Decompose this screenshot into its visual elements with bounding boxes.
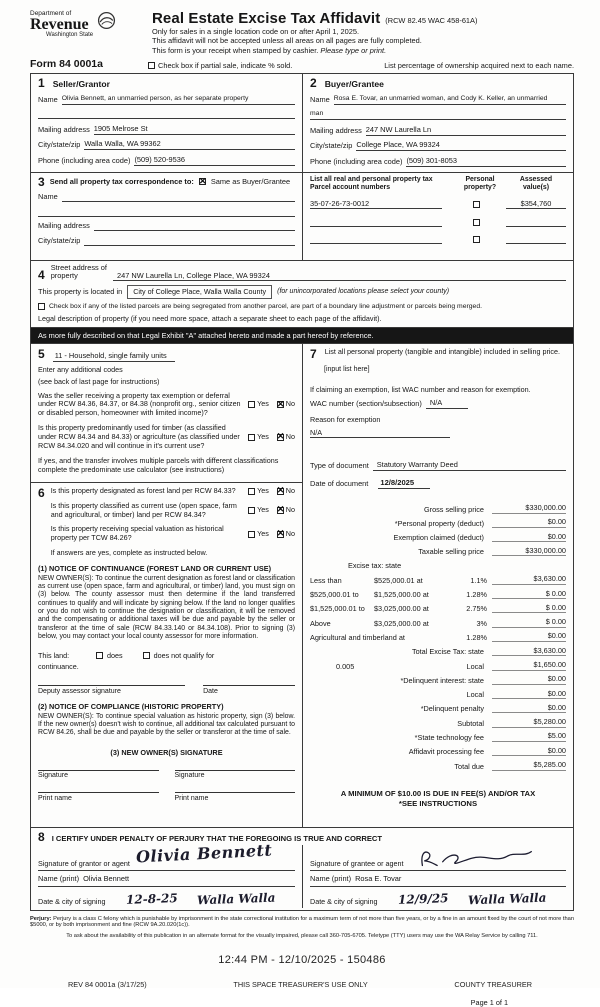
parcel-number-field[interactable]: 35-07-26-73-0012	[310, 199, 442, 209]
section-4-number: 4	[38, 267, 45, 282]
local-amount-field[interactable]: $1,650.00	[492, 660, 566, 671]
grantor-signature-block	[31, 839, 302, 908]
buyer-city-field[interactable]: College Place, WA 99324	[356, 140, 566, 151]
total-excise-state-label: Total Excise Tax: state	[411, 647, 484, 657]
total-due-field[interactable]: $5,285.00	[492, 760, 566, 771]
grantor-signature-script: Olivia Bennett	[135, 839, 273, 867]
gross-selling-price-field[interactable]: $330,000.00	[492, 503, 566, 514]
section-1-number: 1	[38, 76, 45, 91]
continuance-label: continuance.	[38, 662, 79, 672]
deputy-assessor-row	[38, 685, 295, 695]
grantee-date-city-row[interactable]	[310, 889, 566, 906]
correspondence-city-label: City/state/zip	[38, 235, 81, 245]
parcel-number-field[interactable]	[310, 234, 442, 244]
tier4-rate: 3%	[476, 618, 487, 628]
s5-q1-yes-checkbox[interactable]	[248, 401, 255, 408]
buyer-mailing-label: Mailing address	[310, 125, 362, 135]
tier1-range: $525,000.01 at	[374, 575, 423, 585]
certification-statement: I CERTIFY UNDER PENALTY OF PERJURY THAT THE FOREGOING IS TRUE AND CORRECT	[51, 833, 383, 843]
cashier-stamp: 12:44 PM - 12/10/2025 - 150486	[218, 954, 386, 967]
bottom-row	[30, 980, 574, 989]
personal-property-list-field[interactable]: [input list here]	[324, 365, 370, 373]
tier1-rate: 1.1%	[470, 575, 487, 585]
section-5	[31, 344, 302, 482]
tier2-rate: 1.28%	[466, 590, 487, 600]
no-label: No	[285, 431, 295, 441]
minimum-due-line1: A MINIMUM OF $10.00 IS DUE IN FEE(S) AND/OR TAX	[340, 788, 536, 798]
page-number: Page 1 of 1	[470, 998, 508, 1007]
s6-q1-no-checkbox[interactable]	[277, 488, 284, 495]
delinquent-interest-state-label: *Delinquent interest: state	[400, 675, 484, 685]
grantor-signature-line[interactable]	[38, 839, 295, 871]
grantor-date-script: 12-8-25	[125, 890, 178, 907]
buyer-phone-field[interactable]: (509) 301-8053	[406, 156, 566, 167]
if-yes-note: If answers are yes, complete as instructed below.	[50, 547, 208, 557]
excise-tax-state-header: Excise tax: state	[348, 561, 402, 571]
seller-name-field[interactable]: Olivia Bennett, an unmarried person, as her separate property	[62, 94, 295, 105]
parcel-assessed-value-field[interactable]	[506, 217, 566, 227]
minimum-due-note	[310, 789, 566, 809]
section-8-number: 8	[38, 829, 45, 844]
yes-label: Yes	[257, 399, 269, 409]
grantee-date-script: 12/9/25	[397, 890, 449, 907]
grantee-signature-label: Signature of grantee or agent	[310, 858, 404, 868]
tier3-range: $3,025,000.00 at	[374, 604, 429, 614]
parcel-row	[310, 234, 566, 244]
grantee-print-name-field[interactable]: Rosa E. Tovar	[355, 873, 402, 883]
street-address-label	[51, 264, 107, 281]
seller-city-field[interactable]: Walla Walla, WA 99362	[84, 139, 295, 150]
street-address-field[interactable]: 247 NW Laurella Ln, College Place, WA 99324	[113, 271, 566, 281]
no-label: No	[285, 528, 295, 538]
section-1-title: Seller/Grantor	[52, 79, 110, 90]
s6-q2-yes-checkbox[interactable]	[248, 507, 255, 514]
parcel-number-field[interactable]	[310, 217, 442, 227]
tier4-amount-field[interactable]: $ 0.00	[492, 617, 566, 628]
timber-agriculture-question	[38, 424, 295, 450]
parcel-row	[310, 199, 566, 209]
exemption-deferral-question	[38, 392, 295, 418]
gross-selling-price-label: Gross selling price	[423, 504, 484, 514]
deputy-date-label: Date	[203, 687, 218, 695]
delinquent-interest-state-field[interactable]: $0.00	[492, 674, 566, 685]
tier3-rate: 2.75%	[466, 604, 487, 614]
seller-mailing-field[interactable]: 1905 Melrose St	[94, 124, 295, 135]
partial-sale-checkbox[interactable]	[148, 62, 155, 69]
delinquent-interest-local-field[interactable]: $0.00	[492, 689, 566, 700]
grantee-signature-block	[302, 845, 573, 908]
signature-label: Signature	[38, 772, 68, 780]
signature-label: Signature	[174, 772, 205, 780]
timber-agriculture-question-text: Is this property predominantly used for timber (as classified under RCW 84.34 and 84.33) or agriculture (as classified under RCW 84.34.020 and will continue in it's current use?	[38, 422, 240, 450]
new-owners-signature-title: (3) NEW OWNER(S) SIGNATURE	[110, 747, 223, 757]
section-6-number: 6	[38, 485, 45, 500]
segregated-parcels-checkbox[interactable]	[38, 303, 45, 310]
tier2-amount-field[interactable]: $ 0.00	[492, 589, 566, 600]
section-2-buyer	[302, 74, 573, 172]
exemption-claimed-label: Exemption claimed (deduct)	[393, 533, 484, 543]
buyer-mailing-field[interactable]: 247 NW Laurella Ln	[366, 125, 566, 136]
grantor-city-script: Walla Walla	[197, 890, 276, 907]
additional-codes-note: (see back of last page for instructions)	[38, 376, 160, 386]
correspondence-mailing-label: Mailing address	[38, 221, 90, 231]
parcel-table	[302, 173, 573, 260]
legal-description-banner: As more fully described on that Legal Exhibit "A" attached hereto and made a part hereof by reference.	[31, 327, 573, 343]
buyer-city-label: City/state/zip	[310, 141, 353, 151]
parcel-assessed-value-field[interactable]	[506, 234, 566, 244]
seller-name-field-line2[interactable]	[38, 109, 295, 119]
reason-for-exemption-label: Reason for exemption	[310, 415, 381, 425]
section-7	[302, 344, 573, 827]
partial-sale-label: Check box if partial sale, indicate % sold.	[158, 61, 293, 71]
correspondence-city-field[interactable]	[84, 236, 295, 246]
property-located-note: (for unincorporated locations please select your county)	[277, 288, 450, 296]
tier3-prefix: $1,525,000.01 to	[310, 604, 365, 614]
notice-continuance-body: NEW OWNER(S): To continue the current designation as forest land or classification as current use (open space, farm and agricultural, or timber) land, you must sign on (3) below. The county assessor must then determine if the land transferred continues to qualify and will indicate by signing below. If the land no longer qualifies or you do not wish to continue the designation or classification, it will be removed and the compensating or additional taxes will be due and payable by the seller or transferor at the time of sale (RCW 84.33.140 or 84.34.108). Prior to signing (3) below, you may contact your local county assessor for more information.	[38, 574, 295, 640]
s6-q3-yes-checkbox[interactable]	[248, 531, 255, 538]
grantor-date-city-row[interactable]	[38, 889, 295, 906]
s5-q1-no-checkbox[interactable]	[277, 401, 284, 408]
grantee-city-script: Walla Walla	[467, 890, 547, 907]
section-3-number: 3	[38, 174, 45, 189]
section-3	[31, 172, 573, 260]
street-address-label-line2: property	[50, 271, 78, 281]
current-use-question-text: Is this property classified as current use (open space, farm and agricultural, or timber) land per RCW 84.34?	[50, 500, 237, 519]
yes-label: Yes	[257, 431, 269, 441]
header-note-3-text: This form is your receipt when stamped by cashier.	[152, 45, 321, 55]
form-number: Form 84 0001a	[30, 58, 103, 71]
property-location-select[interactable]: City of College Place, Walla Walla County	[127, 285, 272, 299]
tier3-amount-field[interactable]: $ 0.00	[492, 603, 566, 614]
sections-5-6-7	[31, 343, 573, 827]
new-owner-signature-line[interactable]	[38, 770, 159, 771]
form-body	[30, 73, 574, 910]
s5-q2-no-checkbox[interactable]	[277, 434, 284, 441]
forest-land-question-text: Is this property designated as forest land per RCW 84.33?	[50, 485, 236, 495]
historic-property-question	[51, 525, 295, 543]
land-does-checkbox[interactable]	[96, 652, 103, 659]
agricultural-timberland-label: Agricultural and timberland at	[310, 632, 405, 642]
seller-mailing-label: Mailing address	[38, 124, 90, 134]
buyer-name-field-line2[interactable]: man	[310, 109, 566, 120]
taxable-selling-price-field[interactable]: $330,000.00	[492, 546, 566, 557]
land-qualify-row	[38, 651, 295, 660]
delinquent-interest-local-label: Local	[466, 690, 484, 700]
grantor-print-name-label: Name (print)	[38, 873, 80, 883]
affidavit-processing-fee-label: Affidavit processing fee	[408, 747, 484, 757]
ownership-percentage-note: List percentage of ownership acquired next to each name.	[384, 61, 574, 71]
partial-sale-row	[148, 61, 292, 70]
parcel-header-col2-line2: property?	[463, 183, 497, 191]
tier4-prefix: Above	[310, 618, 331, 628]
street-address-label-line1: Street address of	[50, 262, 107, 272]
no-label: No	[285, 485, 295, 495]
same-as-buyer-checkbox[interactable]	[199, 178, 206, 185]
document-date-label: Date of document	[310, 479, 369, 489]
see-instructions-line: *SEE INSTRUCTIONS	[398, 798, 478, 808]
alternate-format-notice: To ask about the availability of this publication in an alternate format for the visually impaired, please call 360-705-6705. Teletype (TTY) users may use the WA Relay Service by calling 711.	[66, 933, 538, 940]
local-label: Local	[466, 661, 484, 671]
parcel-header-col3-line2: value(s)	[522, 183, 550, 191]
sections-1-2	[31, 74, 573, 172]
land-does-not-checkbox[interactable]	[143, 652, 150, 659]
perjury-text: Perjury is a class C felony which is punishable by imprisonment in the state correctional institution for a maximum term of not more than five years, or by a fine in an amount fixed by the court of not more than $5000, or by both imprisonment and fine (RCW 9A.20.020(1c)).	[30, 915, 574, 929]
print-name-label: Print name	[38, 794, 72, 802]
grantee-date-label: Date & city of signing	[310, 896, 378, 906]
parcel-row	[310, 217, 566, 227]
perjury-notice	[30, 916, 574, 930]
buyer-name-field[interactable]: Rosa E. Tovar, an unmarried woman, and Cody K. Keller, an unmarried	[334, 94, 566, 105]
wac-number-label: WAC number (section/subsection)	[310, 399, 422, 409]
agricultural-timberland-rate: 1.28%	[466, 632, 487, 642]
personal-property-label: List all personal property (tangible and intangible) included in selling price.	[324, 346, 561, 356]
notice-compliance-title: (2) NOTICE OF COMPLIANCE (HISTORIC PROPERTY)	[38, 701, 224, 711]
deputy-assessor-signature-line[interactable]	[38, 685, 185, 686]
section-6	[31, 482, 302, 827]
parcel-header-col2-line1: Personal	[465, 175, 495, 183]
parcel-header-col1-line1: List all real and personal property tax	[310, 175, 433, 183]
tier2-range: $1,525,000.00 at	[374, 590, 429, 600]
print-name-label: Print name	[174, 794, 209, 802]
header-note-2: This affidavit will not be accepted unless all areas on all pages are fully completed.	[152, 36, 422, 46]
exemption-deferral-question-text: Was the seller receiving a property tax exemption or deferral under RCW 84.36, 84.37, or 84.38 (nonprofit org., senior citizen or disabled person, homeowner with limited income)?	[38, 390, 241, 418]
buyer-name-label: Name	[310, 94, 330, 104]
subheader-row	[30, 58, 574, 70]
yes-label: Yes	[257, 505, 269, 515]
section-7-number: 7	[310, 346, 317, 361]
section-2-title: Buyer/Grantee	[324, 79, 384, 90]
historic-property-question-text: Is this property receiving special valuation as historical property per TCW 84.26?	[50, 524, 224, 543]
tier1-prefix: Less than	[310, 575, 342, 585]
property-located-label: This property is located in	[38, 287, 123, 297]
parcel-personal-checkbox[interactable]	[473, 201, 480, 208]
s5-q2-yes-checkbox[interactable]	[248, 434, 255, 441]
form-header	[30, 10, 574, 55]
parcel-personal-checkbox[interactable]	[473, 219, 480, 226]
seller-phone-label: Phone (including area code)	[38, 155, 131, 165]
land-does-not-label: does not qualify for	[153, 651, 215, 661]
yes-label: Yes	[257, 485, 269, 495]
exemption-instructions: If claiming an exemption, list WAC number and reason for exemption.	[310, 384, 531, 394]
no-label: No	[285, 399, 295, 409]
page-title: Real Estate Excise Tax Affidavit	[152, 10, 381, 27]
county-treasurer-label: COUNTY TREASURER	[454, 980, 532, 990]
exemption-claimed-field[interactable]: $0.00	[492, 532, 566, 543]
affidavit-processing-fee-field[interactable]: $0.00	[492, 746, 566, 757]
grantee-signature-line[interactable]	[310, 847, 566, 871]
seller-city-label: City/state/zip	[38, 140, 81, 150]
parcel-header-col3-line1: Assessed	[519, 175, 553, 183]
agency-state-label: Washington State	[46, 32, 94, 38]
s6-q3-no-checkbox[interactable]	[277, 531, 284, 538]
treasurer-space-label: THIS SPACE TREASURER'S USE ONLY	[233, 980, 368, 990]
delinquent-penalty-label: *Delinquent penalty	[420, 704, 484, 714]
deputy-assessor-label: Deputy assessor signature	[38, 687, 121, 695]
subtotal-field[interactable]: $5,280.00	[492, 717, 566, 728]
perjury-bold: Perjury:	[30, 915, 52, 922]
segregated-parcels-label: Check box if any of the listed parcels are being segregated from another parcel, are part of a boundary line adjustment or parcels being merged.	[49, 303, 482, 311]
forest-land-question	[51, 487, 295, 496]
dor-swirl-icon	[97, 11, 116, 30]
subtotal-label: Subtotal	[457, 718, 484, 728]
parcel-header-col1-line2: Parcel account numbers	[310, 183, 391, 191]
excise-tax-table	[310, 503, 566, 771]
parcel-assessed-value-field[interactable]: $354,760	[506, 199, 566, 209]
title-block	[148, 10, 574, 55]
state-technology-fee-field[interactable]: $5.00	[492, 731, 566, 742]
title-rcw-reference: (RCW 82.45 WAC 458-61A)	[385, 16, 478, 25]
section-5-number: 5	[38, 346, 45, 361]
tier1-amount-field[interactable]: $3,630.00	[492, 574, 566, 585]
header-note-1: Only for sales in a single location code on or after April 1, 2025.	[152, 27, 360, 36]
correspondence-name-field[interactable]	[62, 192, 295, 202]
agency-name-label: Revenue	[30, 16, 89, 33]
deputy-date-line[interactable]	[203, 685, 295, 686]
dor-logo-text	[30, 10, 93, 38]
grantee-signature-scribble	[410, 847, 540, 871]
same-as-buyer-label: Same as Buyer/Grantee	[210, 177, 291, 187]
current-use-question	[51, 502, 295, 520]
new-owner-print-name-row	[38, 792, 295, 802]
document-date-field[interactable]: 12/8/2025	[378, 478, 430, 489]
predominate-use-note: If yes, and the transfer involves multiple parcels with different classifications complete the predominate use calculator (see instructions)	[38, 456, 279, 475]
land-use-code-field[interactable]: 11 - Household, single family units	[53, 351, 175, 362]
personal-property-deduct-field[interactable]: $0.00	[492, 517, 566, 528]
new-owner-print-name-line[interactable]	[175, 792, 296, 793]
local-rate: 0.005	[336, 661, 355, 671]
delinquent-penalty-field[interactable]: $0.00	[492, 703, 566, 714]
new-owner-signature-line[interactable]	[175, 770, 296, 771]
correspondence-name-label: Name	[38, 192, 58, 202]
notice-continuance-title: (1) NOTICE OF CONTINUANCE (FOREST LAND OR CURRENT USE)	[38, 563, 272, 573]
additional-codes-label: Enter any additional codes	[38, 364, 123, 374]
buyer-phone-label: Phone (including area code)	[310, 156, 403, 166]
document-type-field[interactable]: Statutory Warranty Deed	[373, 460, 566, 471]
grantor-date-label: Date & city of signing	[38, 896, 106, 906]
agency-dept-label: Department of	[30, 10, 72, 17]
legal-description-label: Legal description of property (if you need more space, attach a separate sheet to each page of the affidavit).	[38, 313, 382, 323]
notice-compliance-body: NEW OWNER(S): To continue special valuation as historic property, sign (3) below. If the new owner(s) doesn't wish to continue, all additional tax calculated pursuant to RCW 84.26, shall be due and payable by the seller or transferor at the time of sale.	[38, 712, 295, 737]
reason-for-exemption-field[interactable]: N/A	[310, 428, 450, 438]
total-excise-state-field[interactable]: $3,630.00	[492, 646, 566, 657]
parcel-table-header	[310, 176, 566, 192]
taxable-selling-price-label: Taxable selling price	[418, 547, 484, 557]
rev-form-id: REV 84 0001a (3/17/25)	[68, 980, 147, 990]
new-owner-signature-row	[38, 770, 295, 780]
tier4-range: $3,025,000.00 at	[374, 618, 429, 628]
wac-number-field[interactable]: N/A	[426, 398, 468, 409]
section-3-correspondence	[31, 173, 302, 260]
personal-property-deduct-label: *Personal property (deduct)	[394, 518, 484, 528]
total-due-label: Total due	[454, 761, 484, 771]
s6-q1-yes-checkbox[interactable]	[248, 488, 255, 495]
header-note-3	[152, 46, 574, 55]
land-does-label: does	[107, 651, 123, 661]
section-1-seller	[31, 74, 302, 172]
grantor-print-name-field[interactable]: Olivia Bennett	[83, 873, 130, 883]
correspondence-mailing-field[interactable]	[94, 221, 295, 231]
agricultural-timberland-field[interactable]: $0.00	[492, 631, 566, 642]
correspondence-name-field-line2[interactable]	[38, 207, 295, 217]
section-4	[31, 260, 573, 343]
correspondence-send-label: Send all property tax correspondence to:	[49, 177, 194, 187]
document-type-label: Type of document	[310, 461, 369, 471]
dor-logo	[30, 10, 148, 38]
this-land-label: This land:	[38, 651, 70, 661]
yes-label: Yes	[257, 528, 269, 538]
new-owner-print-name-line[interactable]	[38, 792, 159, 793]
grantor-signature-label: Signature of grantor or agent	[38, 858, 130, 868]
header-note-3-italic: Please type or print.	[320, 45, 387, 55]
section-2-number: 2	[310, 76, 317, 91]
seller-name-label: Name	[38, 94, 58, 104]
tier2-prefix: $525,000.01 to	[310, 590, 359, 600]
s6-q2-no-checkbox[interactable]	[277, 507, 284, 514]
seller-phone-field[interactable]: (509) 520-9536	[134, 155, 295, 166]
state-technology-fee-label: *State technology fee	[414, 732, 484, 742]
section-8	[31, 827, 573, 910]
parcel-personal-checkbox[interactable]	[473, 236, 480, 243]
grantee-print-name-label: Name (print)	[310, 873, 352, 883]
no-label: No	[285, 505, 295, 515]
left-column	[31, 344, 302, 827]
